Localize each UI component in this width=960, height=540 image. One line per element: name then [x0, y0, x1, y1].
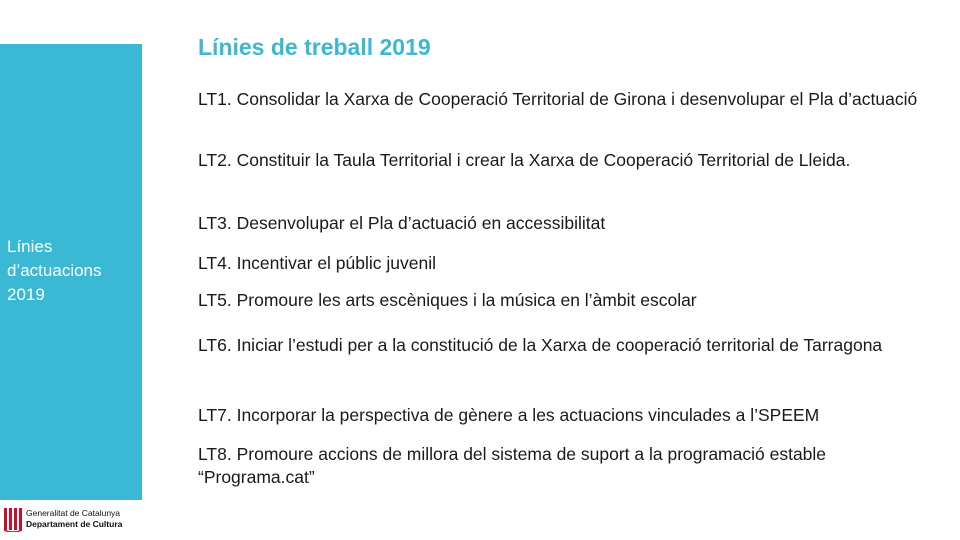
list-item-lt5: LT5. Promoure les arts escèniques i la música en l’àmbit escolar	[198, 290, 697, 310]
list-item-lt4: LT4. Incentivar el públic juvenil	[198, 253, 436, 273]
page-title: Línies de treball 2019	[198, 34, 431, 60]
list-item-lt3: LT3. Desenvolupar el Pla d’actuació en accessibilitat	[198, 213, 606, 233]
generalitat-logo	[4, 507, 144, 533]
generalitat-emblem-icon	[4, 508, 22, 532]
sidebar-title: Línies d’actuacions 2019	[7, 237, 102, 304]
logo-text	[26, 508, 122, 530]
list-item-lt6: LT6. Iniciar l’estudi per a la constitució de la Xarxa de cooperació territorial de Tarragona	[198, 335, 883, 355]
list-item-lt7: LT7. Incorporar la perspectiva de gènere a les actuacions vinculades a l’SPEEM	[198, 405, 820, 425]
list-item-lt8: LT8. Promoure accions de millora del sistema de suport a la programació estable “Programa.cat”	[198, 444, 827, 487]
list-item-lt2: LT2. Constituir la Taula Territorial i crear la Xarxa de Cooperació Territorial de Lleida.	[198, 150, 851, 170]
list-item-lt1: LT1. Consolidar la Xarxa de Cooperació Territorial de Girona i desenvolupar el Pla d’actuació	[198, 89, 918, 109]
logo-line-1: Generalitat de Catalunya	[26, 508, 121, 518]
logo-line-2: Departament de Cultura	[26, 519, 123, 529]
